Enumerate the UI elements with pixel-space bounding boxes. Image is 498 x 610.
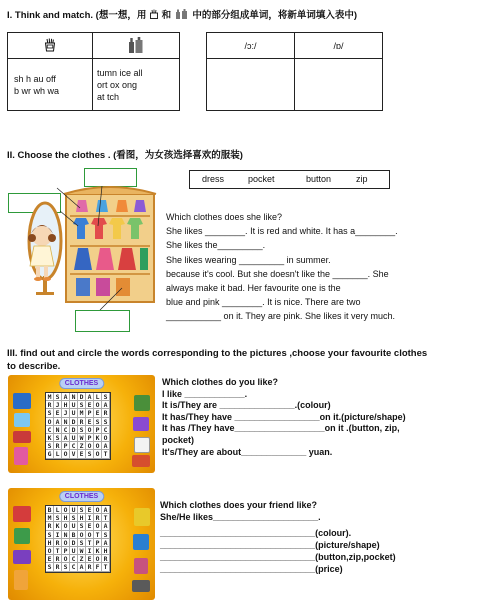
grid-letter[interactable]: U — [70, 401, 78, 409]
grid-letter[interactable]: O — [94, 401, 102, 409]
skirt-icon — [134, 558, 148, 574]
grid-letter[interactable]: U — [70, 506, 78, 514]
grid-letter[interactable]: W — [78, 547, 86, 555]
shoes-icon — [13, 431, 31, 443]
grid-letter[interactable]: S — [78, 506, 86, 514]
shirt-icon — [14, 528, 30, 544]
grid-letter[interactable]: T — [102, 514, 110, 522]
shorts-icon — [134, 508, 150, 526]
phonetic-answer-cell[interactable] — [295, 59, 383, 111]
left-letters-row: sh h au off — [14, 73, 56, 84]
question-line: It has /They have__________________on it .(button, zip, — [162, 423, 400, 434]
left-letters-row: b wr wh wa — [14, 85, 60, 96]
phonetic-header-o-long: /ɔ:/ — [207, 33, 295, 59]
section3-questions-2 — [160, 499, 396, 575]
section1-heading-part1: I. Think and match. (想一想，用 — [7, 10, 147, 21]
grid-letter[interactable]: A — [86, 393, 94, 401]
grid-letter[interactable]: R — [54, 539, 62, 547]
word-search-puzzle-2 — [8, 488, 155, 600]
grid-letter[interactable]: S — [78, 401, 86, 409]
grid-letter[interactable]: M — [78, 409, 86, 417]
grid-letter[interactable]: M — [46, 393, 54, 401]
grid-letter[interactable]: U — [70, 409, 78, 417]
grid-letter[interactable]: P — [62, 547, 70, 555]
grid-letter[interactable]: A — [102, 506, 110, 514]
grid-letter[interactable]: T — [54, 547, 62, 555]
grid-letter[interactable]: O — [62, 450, 70, 458]
word-search-puzzle-1 — [8, 375, 155, 473]
grid-letter[interactable]: O — [46, 418, 54, 426]
grid-letter[interactable]: T — [86, 539, 94, 547]
grid-letter[interactable]: J — [62, 409, 70, 417]
grid-letter[interactable]: K — [54, 522, 62, 530]
grid-letter[interactable]: S — [46, 442, 54, 450]
sweater-icon — [13, 393, 31, 409]
right-letters-row: at tch — [97, 91, 120, 102]
gloves-icon — [132, 455, 150, 467]
word-bank-item: pocket — [248, 174, 275, 184]
grid-letter[interactable]: R — [102, 409, 110, 417]
phonetic-table — [206, 32, 383, 111]
grid-letter[interactable]: Z — [78, 442, 86, 450]
grid-letter[interactable]: P — [86, 434, 94, 442]
fries-header-cell — [8, 33, 93, 59]
grid-letter[interactable]: I — [54, 531, 62, 539]
grid-letter[interactable]: H — [46, 539, 54, 547]
grid-letter[interactable]: E — [86, 522, 94, 530]
coat-icon — [134, 395, 150, 411]
section1-heading-part2: 和 — [161, 10, 172, 21]
grid-letter[interactable]: G — [46, 450, 54, 458]
grid-letter[interactable]: S — [46, 409, 54, 417]
hat-icon — [133, 534, 149, 550]
grid-letter[interactable]: H — [102, 547, 110, 555]
passage-line: always make it bad. Her favourite one is the — [166, 283, 341, 294]
grid-letter[interactable]: E — [86, 401, 94, 409]
grid-letter[interactable]: S — [94, 418, 102, 426]
grid-letter[interactable]: L — [94, 393, 102, 401]
grid-letter[interactable]: I — [86, 547, 94, 555]
question-line: She/He likes_____________________. — [160, 512, 321, 522]
puzzle-title: CLOTHES — [59, 491, 104, 502]
grid-letter[interactable]: O — [94, 450, 102, 458]
grid-letter[interactable]: J — [54, 401, 62, 409]
word-bank-box — [189, 170, 390, 189]
grid-letter[interactable]: S — [70, 514, 78, 522]
grid-letter[interactable]: T — [94, 531, 102, 539]
grid-letter[interactable]: Z — [78, 555, 86, 563]
grid-letter[interactable]: E — [86, 506, 94, 514]
grid-letter[interactable]: A — [102, 401, 110, 409]
grid-letter[interactable]: S — [62, 563, 70, 571]
grid-letter[interactable]: O — [86, 426, 94, 434]
grid-letter[interactable]: R — [46, 522, 54, 530]
grid-letter[interactable]: A — [54, 418, 62, 426]
grid-letter[interactable]: S — [54, 514, 62, 522]
grid-letter[interactable]: A — [102, 539, 110, 547]
question-line: It is/They are _______________.(colour) — [162, 400, 331, 411]
section3-heading-line1: III. find out and circle the words corresponding to the pictures ,choose your favourite clothes — [7, 348, 428, 359]
match-table — [7, 32, 180, 111]
grid-letter[interactable]: D — [78, 393, 86, 401]
question-line: It has/They have _________________on it.(picture/shape) — [162, 411, 406, 422]
grid-letter[interactable]: D — [70, 418, 78, 426]
grid-letter[interactable]: E — [86, 555, 94, 563]
grid-letter[interactable]: R — [54, 563, 62, 571]
question-line: Which clothes do you like? — [162, 377, 279, 387]
grid-letter[interactable]: A — [102, 522, 110, 530]
grid-letter[interactable]: P — [62, 442, 70, 450]
puzzle-title: CLOTHES — [59, 378, 104, 389]
grid-letter[interactable]: T — [102, 563, 110, 571]
passage-line: because it's cool. But she doesn't like the _______. She — [166, 268, 389, 279]
grid-letter[interactable]: P — [86, 409, 94, 417]
passage-line: She likes the_________. — [166, 240, 266, 251]
grid-letter[interactable]: R — [78, 418, 86, 426]
question-line: _______________________________(price) — [160, 564, 343, 574]
grid-letter[interactable]: W — [78, 434, 86, 442]
grid-letter[interactable]: R — [86, 563, 94, 571]
grid-letter[interactable]: S — [78, 426, 86, 434]
grid-letter[interactable]: T — [102, 450, 110, 458]
grid-letter[interactable]: C — [70, 442, 78, 450]
grid-letter[interactable]: O — [94, 522, 102, 530]
shirt-icon — [14, 413, 30, 427]
grid-letter[interactable]: O — [94, 506, 102, 514]
grid-letter[interactable]: U — [70, 547, 78, 555]
section1-heading — [7, 7, 357, 21]
grid-letter[interactable]: A — [62, 434, 70, 442]
grid-letter[interactable]: A — [102, 442, 110, 450]
bottles-icon — [125, 37, 147, 53]
grid-letter[interactable]: C — [102, 426, 110, 434]
phonetic-header-o-short: /ɒ/ — [295, 33, 383, 59]
dress-icon — [14, 447, 28, 465]
grid-letter[interactable]: S — [54, 393, 62, 401]
grid-letter[interactable]: N — [62, 531, 70, 539]
sandals-icon — [133, 417, 149, 431]
grid-letter[interactable]: P — [94, 426, 102, 434]
letter-grid-2 — [45, 505, 111, 573]
grid-letter[interactable]: R — [54, 555, 62, 563]
grid-letter[interactable]: S — [78, 539, 86, 547]
right-letters-cell — [93, 59, 180, 111]
question-line: _______________________________(colour). — [160, 528, 352, 538]
grid-letter[interactable]: E — [86, 418, 94, 426]
phonetic-answer-cell[interactable] — [207, 59, 295, 111]
right-letters-row: ort ox ong — [97, 79, 138, 90]
grid-letter[interactable]: S — [102, 418, 110, 426]
question-line: pocket) — [162, 434, 195, 445]
grid-letter[interactable]: O — [62, 522, 70, 530]
grid-letter[interactable]: C — [62, 426, 70, 434]
grid-letter[interactable]: H — [78, 514, 86, 522]
word-bank-item: button — [306, 174, 332, 184]
grid-letter[interactable]: R — [94, 514, 102, 522]
grid-letter[interactable]: S — [102, 393, 110, 401]
grid-letter[interactable]: S — [102, 531, 110, 539]
grid-letter[interactable]: R — [54, 442, 62, 450]
wardrobe-illustration — [20, 186, 160, 310]
fries-box-icon — [149, 9, 159, 19]
blouse-icon — [13, 506, 31, 522]
word-bank-item: dress — [202, 174, 225, 184]
grid-letter[interactable]: E — [54, 409, 62, 417]
grid-letter[interactable]: E — [94, 409, 102, 417]
grid-letter[interactable]: H — [62, 514, 70, 522]
grid-letter[interactable]: M — [46, 514, 54, 522]
question-line: It's/They are about_____________ yuan. — [162, 446, 333, 457]
grid-letter[interactable]: C — [46, 426, 54, 434]
fries-box-icon — [43, 38, 57, 52]
grid-letter[interactable]: I — [86, 514, 94, 522]
grid-letter[interactable]: K — [94, 434, 102, 442]
grid-letter[interactable]: D — [70, 426, 78, 434]
grid-letter[interactable]: O — [94, 442, 102, 450]
grid-letter[interactable]: F — [94, 563, 102, 571]
grid-letter[interactable]: S — [54, 434, 62, 442]
grid-letter[interactable]: R — [46, 401, 54, 409]
passage-line: She likes wearing _________ in summer. — [166, 254, 331, 265]
grid-letter[interactable]: U — [70, 522, 78, 530]
scarf-icon — [14, 570, 28, 590]
section2-passage — [166, 210, 398, 324]
grid-letter[interactable]: V — [70, 450, 78, 458]
passage-line: ___________ on it. They are pink. She likes it very much. — [166, 311, 395, 322]
grid-letter[interactable]: L — [54, 450, 62, 458]
shoes-icon — [132, 580, 150, 592]
answer-box[interactable] — [75, 310, 130, 332]
grid-letter[interactable]: O — [62, 506, 70, 514]
grid-letter[interactable]: O — [62, 555, 70, 563]
grid-letter[interactable]: K — [46, 434, 54, 442]
grid-letter[interactable]: H — [62, 401, 70, 409]
grid-letter[interactable]: N — [54, 426, 62, 434]
bottles-header-cell — [93, 33, 180, 59]
question-line: _______________________________(picture/shape) — [160, 540, 380, 550]
section3-questions-1 — [162, 377, 406, 458]
grid-letter[interactable]: S — [46, 531, 54, 539]
grid-letter[interactable]: U — [70, 434, 78, 442]
grid-letter[interactable]: K — [94, 547, 102, 555]
grid-letter[interactable]: A — [62, 393, 70, 401]
grid-letter[interactable]: O — [46, 547, 54, 555]
word-bank-item: zip — [356, 174, 368, 184]
section1-heading-part3: 中的部分组成单词，将新单词填入表中) — [192, 10, 358, 21]
section2-heading: II. Choose the clothes . (看图，为女孩选择喜欢的服装) — [7, 150, 243, 161]
grid-letter[interactable]: O — [86, 531, 94, 539]
left-letters-cell — [8, 59, 93, 111]
grid-letter[interactable]: P — [94, 539, 102, 547]
grid-letter[interactable]: O — [78, 531, 86, 539]
grid-letter[interactable]: S — [46, 563, 54, 571]
grid-letter[interactable]: O — [86, 442, 94, 450]
grid-letter[interactable]: B — [70, 531, 78, 539]
question-line: I like ____________. — [162, 388, 248, 399]
grid-letter[interactable]: D — [70, 539, 78, 547]
grid-letter[interactable]: C — [70, 563, 78, 571]
grid-letter[interactable]: O — [102, 434, 110, 442]
grid-letter[interactable]: E — [78, 450, 86, 458]
grid-letter[interactable]: B — [46, 506, 54, 514]
socks-icon — [134, 437, 150, 453]
grid-letter[interactable]: A — [78, 563, 86, 571]
grid-letter[interactable]: N — [62, 418, 70, 426]
passage-line: She likes ________. It is red and white. It has a________. — [166, 226, 398, 237]
passage-line: blue and pink ________. It is nice. There are two — [166, 297, 361, 308]
passage-line: Which clothes does she like? — [166, 212, 283, 222]
letter-grid-1 — [45, 392, 111, 460]
grid-letter[interactable]: S — [86, 450, 94, 458]
grid-letter[interactable]: E — [46, 555, 54, 563]
boots-icon — [13, 550, 31, 564]
grid-letter[interactable]: O — [62, 539, 70, 547]
grid-letter[interactable]: S — [78, 522, 86, 530]
grid-letter[interactable]: O — [94, 555, 102, 563]
grid-letter[interactable]: L — [54, 506, 62, 514]
grid-letter[interactable]: R — [102, 555, 110, 563]
bottles-icon — [174, 9, 190, 19]
question-line: Which clothes does your friend like? — [160, 500, 318, 510]
right-letters-row: tumn ice all — [97, 67, 143, 78]
grid-letter[interactable]: C — [70, 555, 78, 563]
question-line: _______________________________(button,zip,pocket) — [160, 552, 396, 562]
grid-letter[interactable]: N — [70, 393, 78, 401]
section3-heading-line2: to describe. — [7, 361, 61, 372]
answer-box[interactable] — [84, 168, 137, 187]
